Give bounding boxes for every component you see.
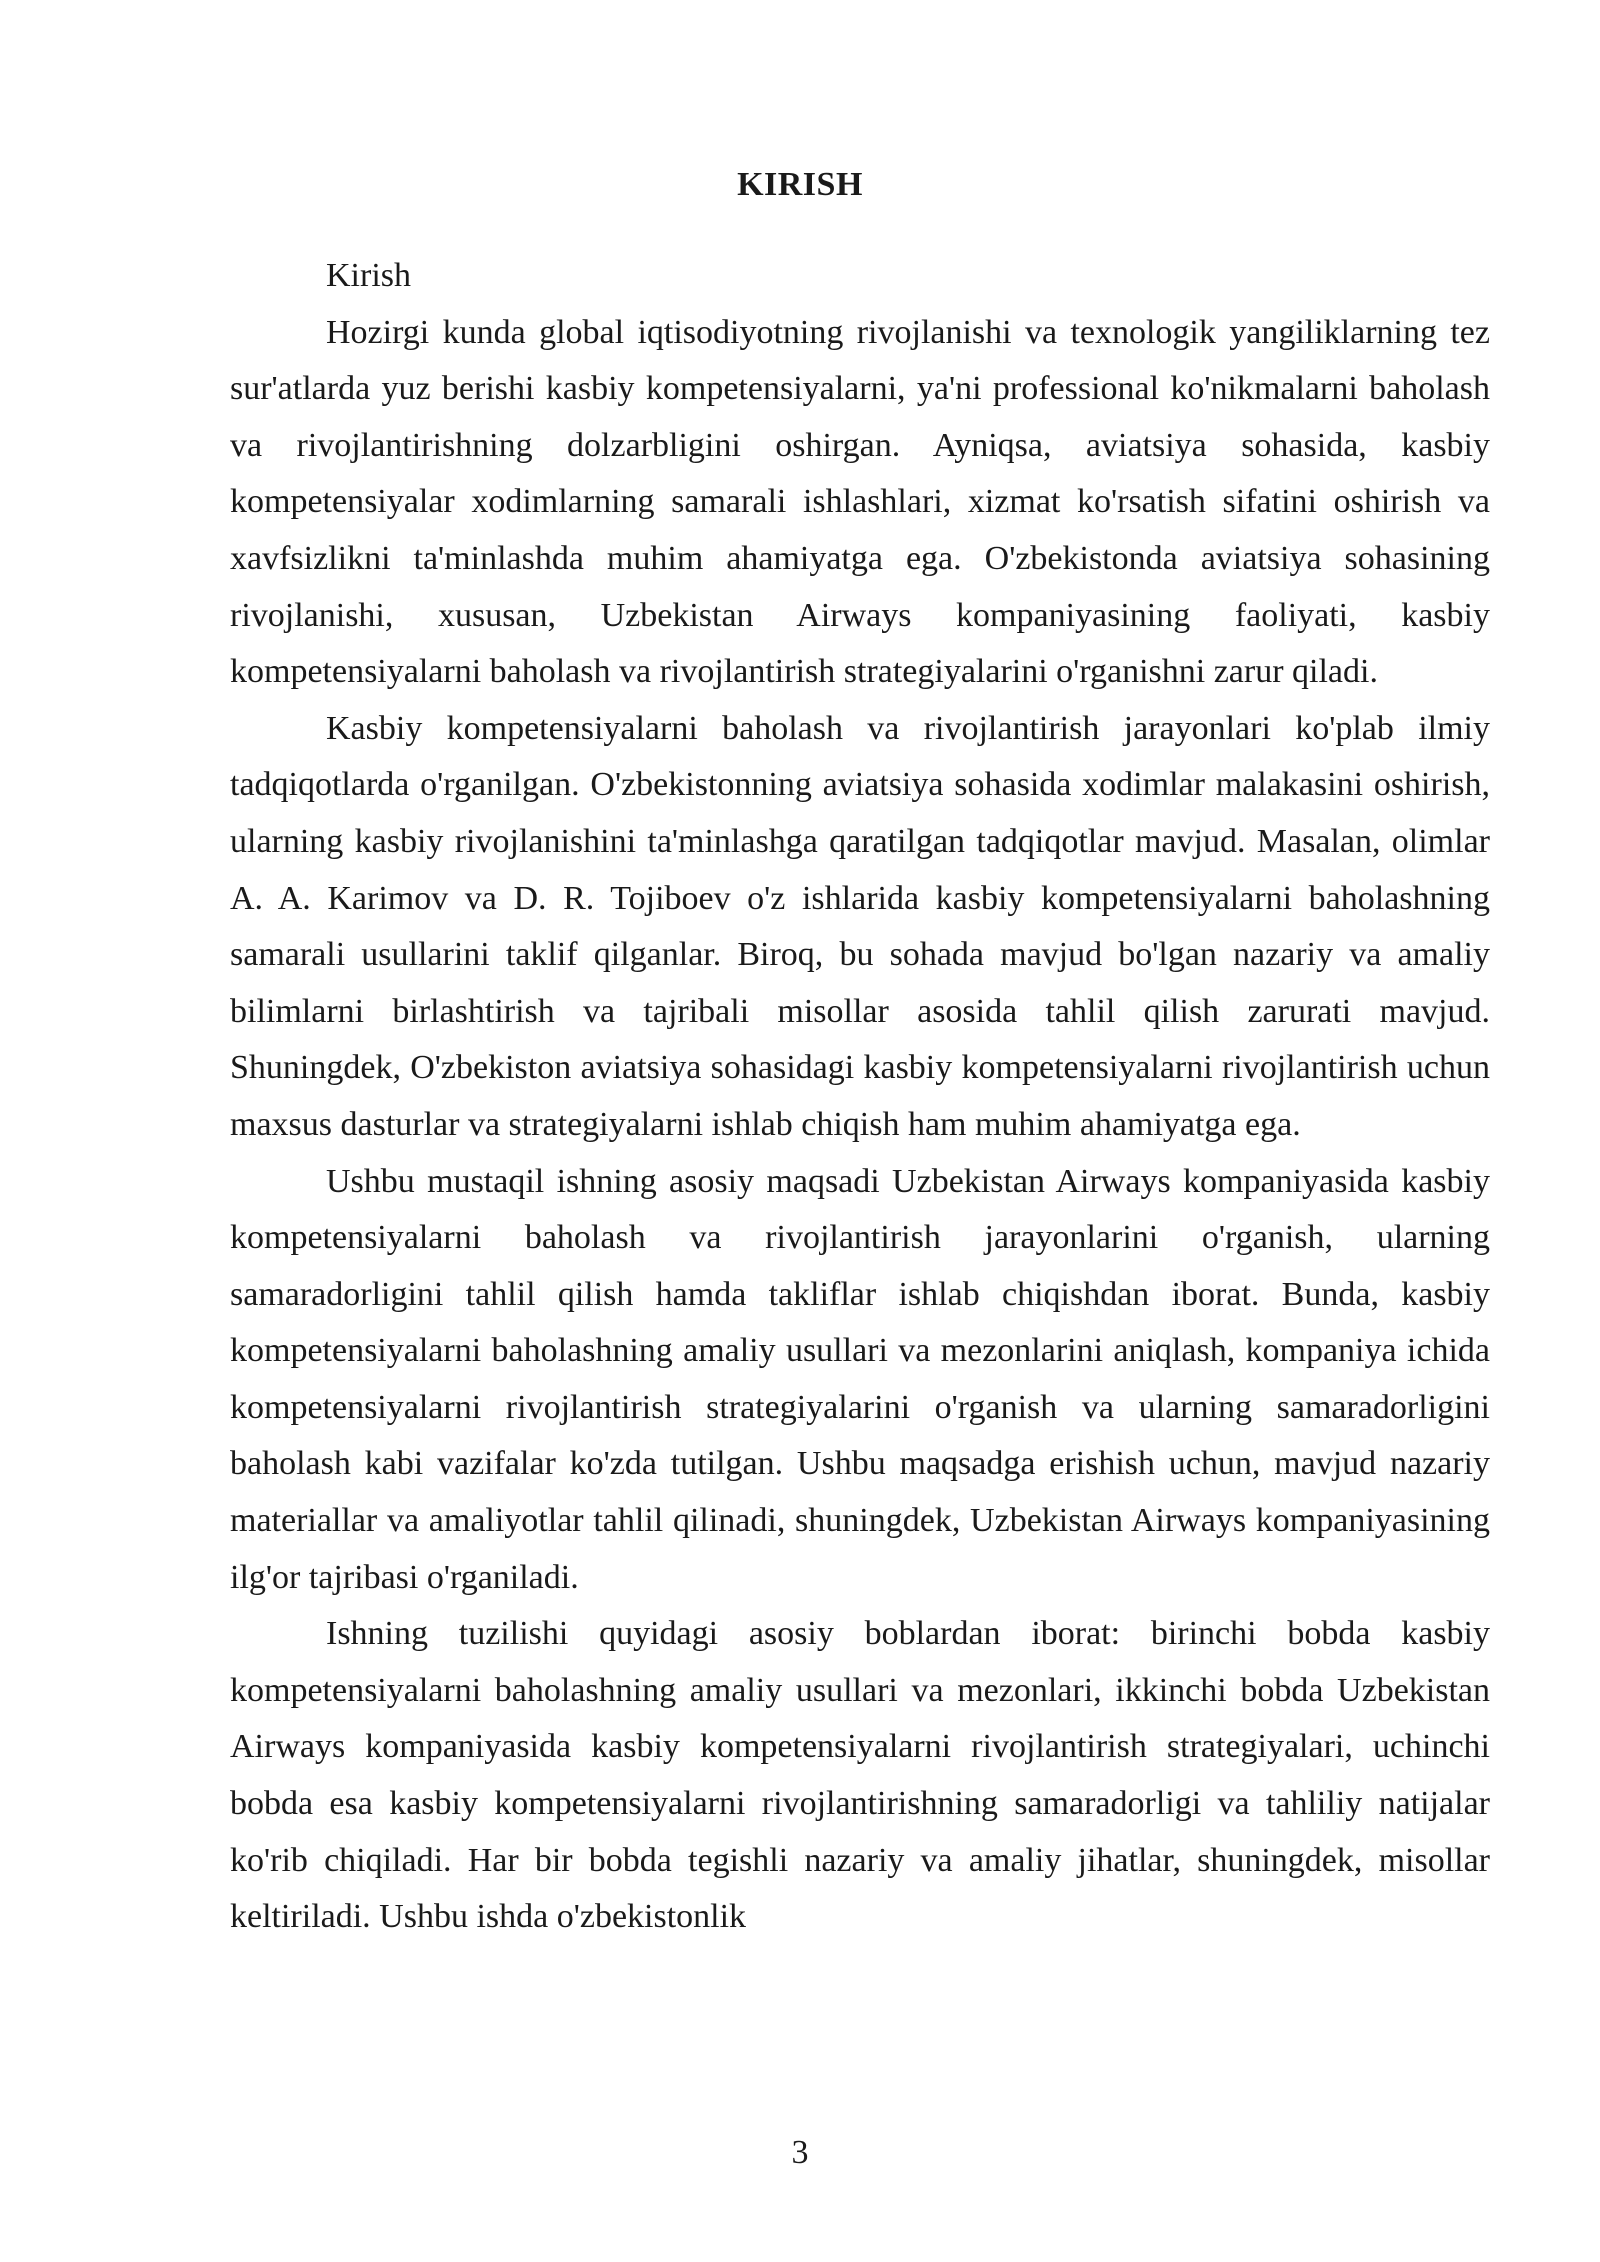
body-text [230, 248, 1490, 1946]
paragraph-4: Ishning tuzilishi quyidagi asosiy boblardan iborat: birinchi bobda kasbiy kompetensiyalarni baholashning amaliy usullari va mezonlari, ikkinchi bobda Uzbekistan Airways kompaniyasida kasbiy kompetensiyalarni rivojlantirish strategiyalari, uchinchi bobda esa kasbiy kompetensiyalarni rivojlantirishning samaradorligi va tahliliy natijalar ko'rib chiqiladi. Har bir bobda tegishli nazariy va amaliy jihatlar, shuningdek, misollar keltiriladi. Ushbu ishda o'zbekistonlik [230, 1615, 1490, 1936]
page-title: KIRISH [737, 166, 863, 203]
paragraph-1: Hozirgi kunda global iqtisodiyotning rivojlanishi va texnologik yangiliklarning tez sur'atlarda yuz berishi kasbiy kompetensiyalarni, ya'ni professional ko'nikmalarni baholash va rivojlantirishning dolzarbligini oshirgan. Ayniqsa, aviatsiya sohasida, kasbiy kompetensiyalar xodimlarning samarali ishlashlari, xizmat ko'rsatish sifatini oshirish va xavfsizlikni ta'minlashda muhim ahamiyatga ega. O'zbekistonda aviatsiya sohasining rivojlanishi, xususan, Uzbekistan Airways kompaniyasining faoliyati, kasbiy kompetensiyalarni baholash va rivojlantirish strategiyalarini o'rganishni zarur qiladi. [230, 313, 1490, 691]
section-subheading: Kirish [326, 257, 411, 294]
paragraph-2: Kasbiy kompetensiyalarni baholash va rivojlantirish jarayonlari ko'plab ilmiy tadqiqotlarda o'rganilgan. O'zbekistonning aviatsiya sohasida xodimlar malakasini oshirish, ularning kasbiy rivojlanishini ta'minlashga qaratilgan tadqiqotlar mavjud. Masalan, olimlar A. A. Karimov va D. R. Tojiboev o'z ishlarida kasbiy kompetensiyalarni baholashning samarali usullarini taklif qilganlar. Biroq, bu sohada mavjud bo'lgan nazariy va amaliy bilimlarni birlashtirish va tajribali misollar asosida tahlil qilish zarurati mavjud. Shuningdek, O'zbekiston aviatsiya sohasidagi kasbiy kompetensiyalarni rivojlantirish uchun maxsus dasturlar va strategiyalarni ishlab chiqish ham muhim ahamiyatga ega. [230, 709, 1490, 1143]
paragraph-3: Ushbu mustaqil ishning asosiy maqsadi Uzbekistan Airways kompaniyasida kasbiy kompetensiyalarni baholash va rivojlantirish jarayonlarini o'rganish, ularning samaradorligini tahlil qilish hamda takliflar ishlab chiqishdan iborat. Bunda, kasbiy kompetensiyalarni baholashning amaliy usullari va mezonlarini aniqlash, kompaniya ichida kompetensiyalarni rivojlantirish strategiyalarini o'rganish va ularning samaradorligini baholash kabi vazifalar ko'zda tutilgan. Ushbu maqsadga erishish uchun, mavjud nazariy materiallar va amaliyotlar tahlil qilinadi, shuningdek, Uzbekistan Airways kompaniyasining ilg'or tajribasi o'rganiladi. [230, 1162, 1490, 1596]
page-number: 3 [791, 2134, 809, 2171]
